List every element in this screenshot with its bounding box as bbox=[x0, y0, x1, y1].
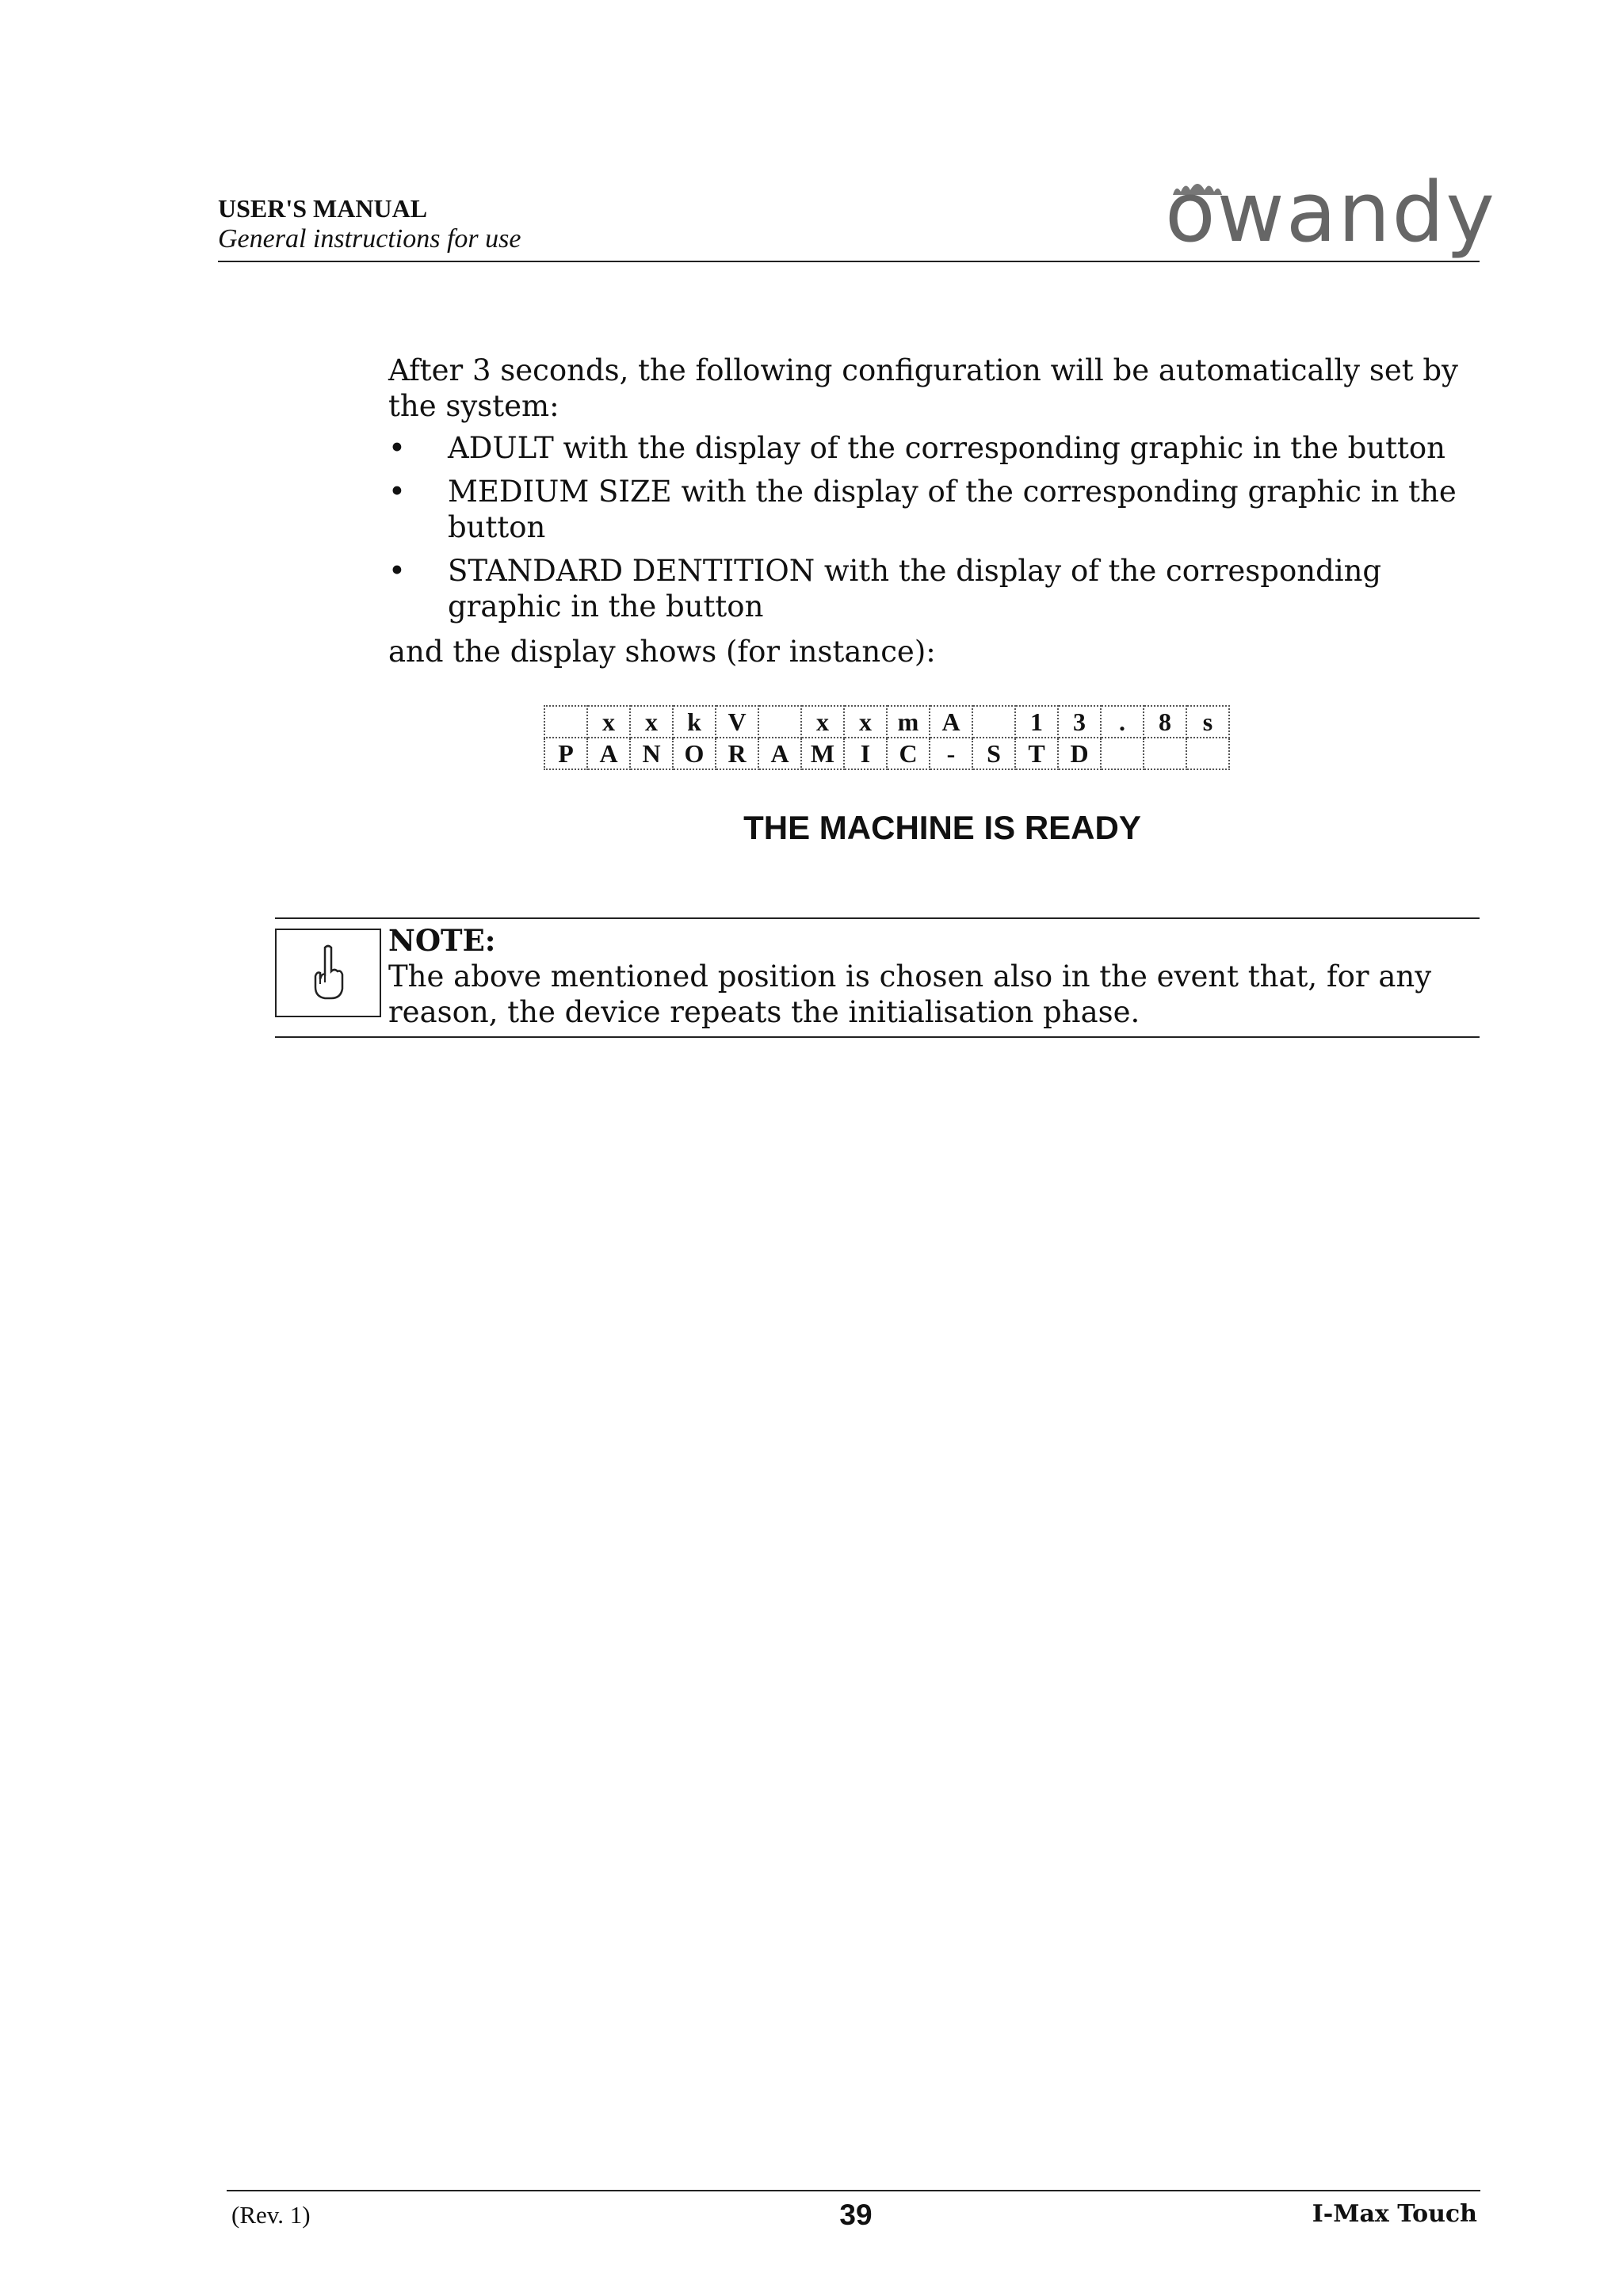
ready-heading bbox=[0, 808, 1623, 848]
lcd-cell bbox=[544, 706, 587, 738]
note-icon-frame bbox=[275, 929, 381, 1017]
lcd-cell: A bbox=[758, 738, 801, 769]
lcd-cell: 8 bbox=[1144, 706, 1186, 738]
intro-paragraph: After 3 seconds, the following configuration will be automatically set by the system: bbox=[388, 353, 1458, 423]
lcd-cell: V bbox=[716, 706, 758, 738]
lcd-cell: 1 bbox=[1015, 706, 1058, 738]
lcd-cell: - bbox=[930, 738, 972, 769]
lcd-cell bbox=[1186, 738, 1229, 769]
page-number: 39 bbox=[839, 2199, 873, 2231]
lcd-cell bbox=[972, 706, 1015, 738]
lcd-cell: s bbox=[1186, 706, 1229, 738]
lcd-cell: P bbox=[544, 738, 587, 769]
lcd-cell: C bbox=[887, 738, 930, 769]
lcd-cell: M bbox=[801, 738, 844, 769]
list-item: • ADULT with the display of the corresponding graphic in the button bbox=[388, 430, 1474, 466]
note-body: The above mentioned position is chosen also in the event that, for any reason, the device repeats the initialisation phase. bbox=[388, 959, 1432, 1029]
lcd-cell: x bbox=[587, 706, 630, 738]
product-name: I-Max Touch bbox=[1312, 2200, 1477, 2228]
manual-title: USER'S MANUAL bbox=[218, 194, 428, 223]
lcd-cell: x bbox=[801, 706, 844, 738]
lcd-cell bbox=[1101, 738, 1144, 769]
lcd-cell: T bbox=[1015, 738, 1058, 769]
pointing-hand-icon bbox=[311, 944, 346, 1001]
ready-text: THE MACHINE IS READY bbox=[743, 809, 1141, 846]
list-item: • STANDARD DENTITION with the display of the corresponding graphic in the button bbox=[388, 553, 1474, 624]
lcd-row-2 bbox=[544, 738, 1229, 769]
lcd-cell: N bbox=[630, 738, 673, 769]
note-title: NOTE: bbox=[388, 923, 496, 958]
note-divider-bottom bbox=[275, 1036, 1480, 1038]
lcd-cell: x bbox=[630, 706, 673, 738]
lcd-cell bbox=[758, 706, 801, 738]
lcd-cell: D bbox=[1058, 738, 1101, 769]
lcd-cell: S bbox=[972, 738, 1015, 769]
lcd-cell: R bbox=[716, 738, 758, 769]
lcd-row-1 bbox=[544, 706, 1229, 738]
lcd-cell: k bbox=[673, 706, 716, 738]
display-intro: and the display shows (for instance): bbox=[388, 635, 936, 669]
header-divider bbox=[218, 261, 1480, 262]
lcd-cell: . bbox=[1101, 706, 1144, 738]
lcd-cell: O bbox=[673, 738, 716, 769]
lcd-cell: 3 bbox=[1058, 706, 1101, 738]
lcd-display-table bbox=[544, 705, 1230, 770]
manual-subtitle: General instructions for use bbox=[218, 224, 521, 254]
lcd-cell: A bbox=[587, 738, 630, 769]
lcd-cell: m bbox=[887, 706, 930, 738]
lcd-cell: x bbox=[844, 706, 887, 738]
note-block bbox=[388, 923, 1482, 1030]
logo-wordmark: owandy bbox=[1165, 164, 1496, 261]
lcd-cell bbox=[1144, 738, 1186, 769]
revision-label: (Rev. 1) bbox=[231, 2201, 311, 2229]
lcd-cell: A bbox=[930, 706, 972, 738]
owandy-logo bbox=[1165, 164, 1496, 261]
config-list bbox=[388, 430, 1474, 632]
list-item: • MEDIUM SIZE with the display of the corresponding graphic in the button bbox=[388, 474, 1474, 545]
lcd-cell: I bbox=[844, 738, 887, 769]
footer-divider bbox=[227, 2190, 1480, 2191]
note-divider-top bbox=[275, 917, 1480, 919]
